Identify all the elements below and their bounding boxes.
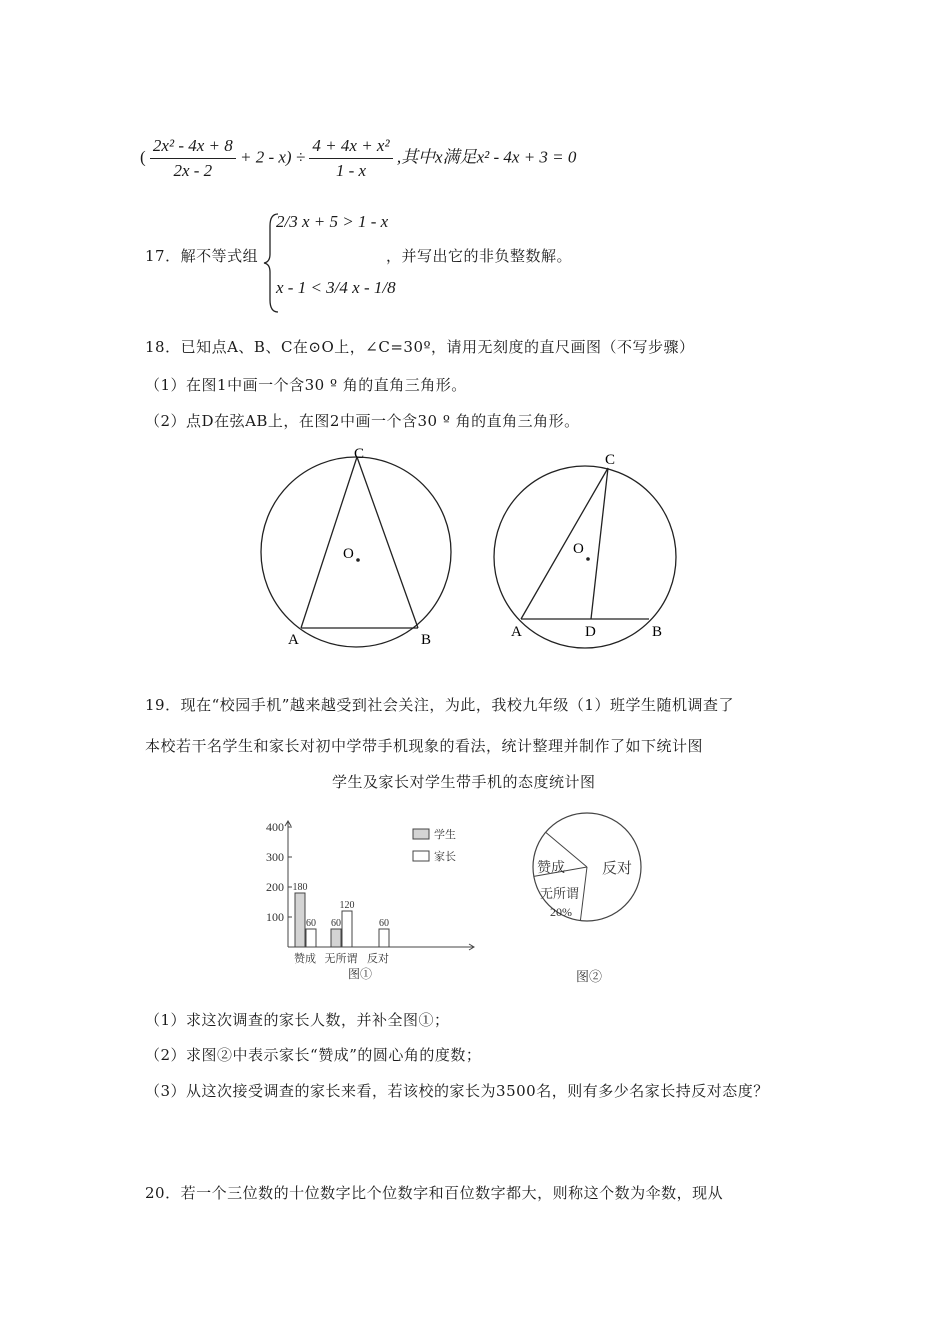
pie-caption: 图② [575, 969, 603, 984]
bar-家长-赞成 [306, 929, 316, 947]
legend-swatch [413, 851, 429, 861]
bar-value-label: 60 [306, 918, 316, 929]
fig2-center-dot [586, 557, 590, 561]
bar-家长-反对 [379, 929, 389, 947]
bar-家长-无所谓 [342, 911, 352, 947]
q17-line1: 2/3 x + 5 > 1 - x [276, 212, 389, 231]
fig2-label-b: B [652, 624, 663, 640]
q17-prefix: 17．解不等式组 [145, 247, 259, 265]
fig1-label-a: A [288, 632, 299, 648]
fig2-side-ca [521, 468, 608, 619]
q17-line2: x - 1 < 3/4 x - 1/8 [276, 278, 396, 297]
fig1-circle [261, 457, 451, 647]
legend-swatch [413, 829, 429, 839]
q16-fraction-2 [309, 136, 392, 181]
fig2-label-d: D [585, 624, 596, 640]
q19-line1: 19．现在“校园手机”越来越受到社会关注，为此，我校九年级（1）班学生随机调查了 [145, 696, 734, 714]
bar-y-tick-label: 400 [266, 820, 284, 834]
q16-fraction-1 [150, 136, 236, 181]
bar-y-tick-label: 200 [266, 880, 284, 894]
fig1-side-cb [357, 457, 418, 628]
fig1-side-ca [301, 457, 357, 628]
bar-caption: 图① [347, 967, 373, 981]
q18-part1: （1）在图1中画一个含30 º 角的直角三角形。 [145, 376, 467, 394]
q20-line1: 20．若一个三位数的十位数字比个位数字和百位数字都大，则称这个数为伞数，现从 [145, 1184, 724, 1202]
bar-学生-无所谓 [331, 929, 341, 947]
q16-lparen: ( [140, 147, 146, 167]
fig1-label-b: B [421, 632, 432, 648]
bar-value-label: 120 [339, 900, 355, 911]
bar-y-tick-label: 300 [266, 850, 284, 864]
fig1-center-dot [356, 558, 360, 562]
fig1-label-c: C [354, 446, 365, 462]
q17-inequality-1 [276, 212, 388, 232]
q17-inequality-2 [276, 278, 396, 298]
legend-label: 学生 [434, 829, 456, 841]
pie-label-percent: 20% [550, 905, 572, 919]
q19-bar-chart [250, 815, 490, 990]
q16-condition: ,其中x满足x² - 4x + 3 = 0 [396, 147, 577, 167]
fig2-side-cd [591, 468, 608, 619]
q19-part1: （1）求这次调查的家长人数，并补全图①； [145, 1011, 450, 1029]
q18-figure-1 [250, 442, 465, 657]
q16-f2-denominator: 1 - x [335, 161, 367, 180]
q19-pie-chart [520, 805, 670, 990]
bar-value-label: 180 [292, 882, 308, 893]
bar-category-label: 无所谓 [324, 953, 358, 965]
fig2-label-c: C [605, 452, 616, 468]
bar-category-label: 反对 [367, 953, 389, 965]
bar-学生-赞成 [295, 893, 305, 947]
q19-line2: 本校若干名学生和家长对初中学带手机现象的看法，统计整理并制作了如下统计图 [145, 737, 704, 755]
q16-f2-numerator: 4 + 4x + x² [309, 136, 392, 159]
bar-value-label: 60 [331, 918, 341, 929]
q18-title: 18．已知点A、B、C在⊙O上，∠C=30º，请用无刻度的直尺画图（不写步骤） [145, 338, 695, 356]
pie-label-zancheng: 赞成 [537, 861, 565, 876]
fig1-label-o: O [343, 546, 354, 562]
fig2-circle [494, 466, 676, 648]
q19-part2: （2）求图②中表示家长“赞成”的圆心角的度数； [145, 1046, 482, 1064]
q16-f1-denominator: 2x - 2 [173, 161, 213, 180]
bar-category-label: 赞成 [294, 953, 316, 965]
q16-middle: + 2 - x) ÷ [240, 147, 306, 167]
q18-figure-2 [480, 447, 690, 657]
legend-label: 家长 [434, 851, 456, 863]
q16-expression [140, 136, 576, 181]
bar-y-tick-label: 100 [266, 910, 284, 924]
bar-value-label: 60 [379, 918, 389, 929]
q19-chart-title: 学生及家长对学生带手机的态度统计图 [332, 773, 596, 791]
fig2-label-o: O [573, 541, 584, 557]
pie-label-wusuowei: 无所谓 [540, 886, 580, 901]
q18-part2: （2）点D在弦AB上，在图2中画一个含30 º 角的直角三角形。 [145, 412, 580, 430]
q17-suffix: ，并写出它的非负整数解。 [386, 247, 573, 265]
q19-part3: （3）从这次接受调查的家长来看，若该校的家长为3500名，则有多少名家长持反对态度？ [145, 1082, 769, 1100]
pie-label-fandui: 反对 [602, 861, 633, 877]
fig2-label-a: A [511, 624, 522, 640]
q16-f1-numerator: 2x² - 4x + 8 [150, 136, 236, 159]
